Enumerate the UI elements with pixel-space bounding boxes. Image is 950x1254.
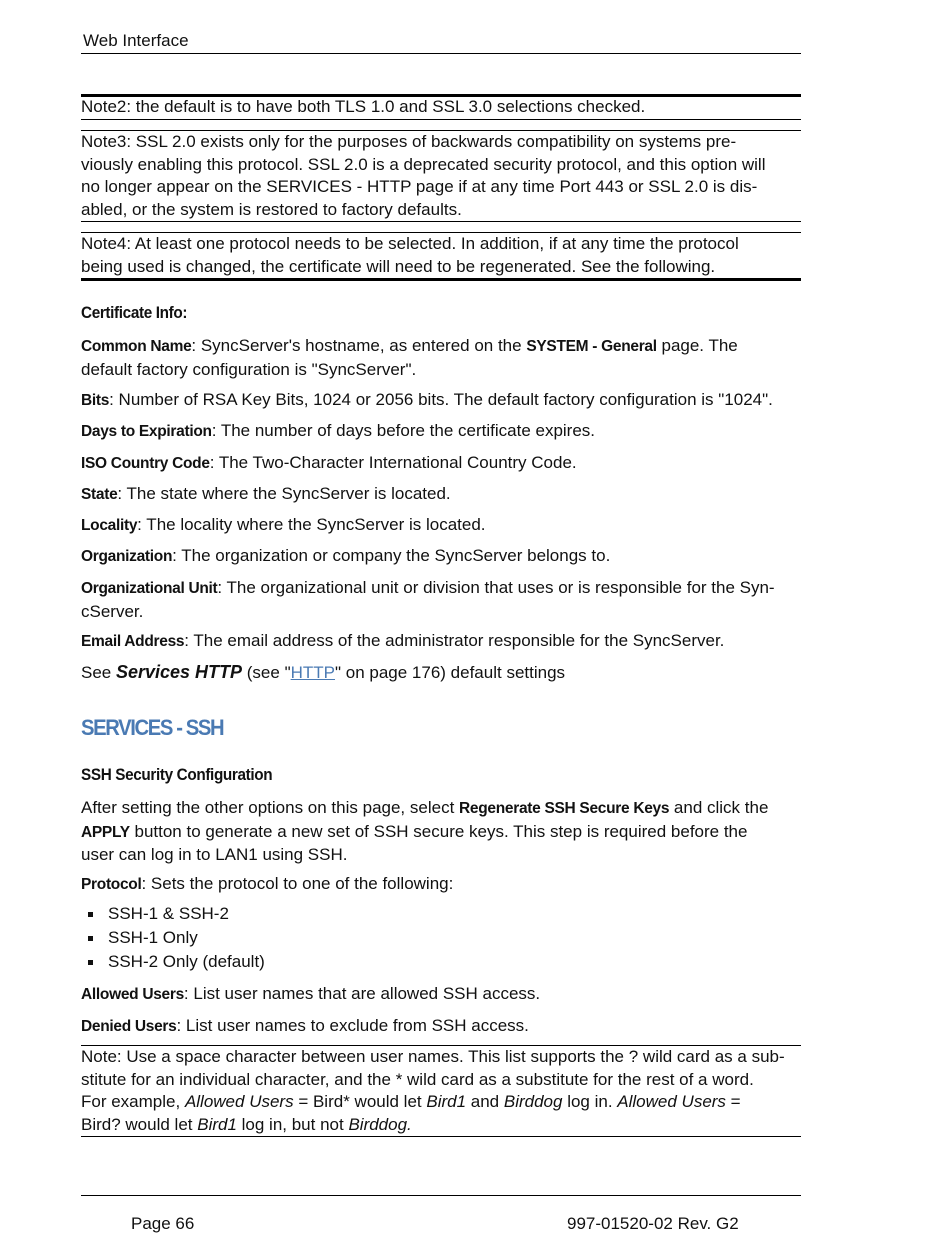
ssh-intro: After setting the other options on this page, select Regenerate SSH Secure Keys and click the APPLY button to generate a new set of SSH secure keys. This step is required before the user can log in to LAN1 using SSH.: [81, 798, 769, 864]
list-item: SSH-2 Only (default): [88, 950, 265, 974]
note4-line: Note4: At least one protocol needs to be selected. In addition, if at any time the protocol: [81, 234, 739, 253]
section-title: SERVICES - SSH: [81, 715, 224, 740]
note3-bottom-rule: [81, 221, 801, 222]
note3: [81, 131, 805, 221]
ssh-subheading: SSH Security Configuration: [81, 765, 273, 784]
list-item: SSH-1 Only: [88, 926, 265, 950]
state-desc: State: The state where the SyncServer is located.: [81, 484, 451, 503]
ssh-note: Note: Use a space character between user names. This list supports the ? wild card as a sub- stitute for an individual character, and the * wild card as a substitute for the rest of a word. For example, Allowed Users = Bird* would let Bird1 and Birddog log in. Allowed Users = Bird? would let Bird1 log in, but not Birddog.: [81, 1047, 785, 1134]
days-desc: Days to Expiration: The number of days before the certificate expires.: [81, 421, 596, 440]
note3-line: Note3: SSL 2.0 exists only for the purposes of backwards compatibility on systems pre-: [81, 132, 737, 151]
note3-line: no longer appear on the SERVICES - HTTP page if at any time Port 443 or SSL 2.0 is dis-: [81, 177, 758, 196]
certificate-info-heading: Certificate Info:: [81, 303, 188, 322]
organization-desc: Organization: The organization or company the SyncServer belongs to.: [81, 546, 611, 565]
protocol-desc: Protocol: Sets the protocol to one of the following:: [81, 874, 454, 893]
note4-bottom-rule: [81, 278, 801, 281]
page-number: Page 66: [131, 1214, 195, 1233]
page-ref: SYSTEM - General: [526, 338, 657, 355]
protocol-options-list: [88, 902, 265, 974]
note2-bottom-rule: [81, 119, 801, 120]
see-http: See Services HTTP (see "HTTP" on page 176) default settings: [81, 662, 566, 682]
note3-line: abled, or the system is restored to factory defaults.: [81, 199, 462, 219]
bits-desc: Bits: Number of RSA Key Bits, 1024 or 2056 bits. The default factory configuration is "1024".: [81, 390, 773, 409]
common-name-desc: Common Name: SyncServer's hostname, as entered on the SYSTEM - General page. The default factory configuration is "SyncServer".: [81, 336, 738, 379]
note4-line: being used is changed, the certificate will need to be regenerated. See the following.: [81, 256, 716, 276]
term: Common Name: [81, 338, 192, 355]
org-unit-desc: Organizational Unit: The organizational unit or division that uses or is responsible for the Syn- cServer.: [81, 578, 775, 621]
iso-desc: ISO Country Code: The Two-Character International Country Code.: [81, 453, 577, 472]
email-desc: Email Address: The email address of the administrator responsible for the SyncServer.: [81, 631, 725, 650]
header-rule: [81, 53, 801, 54]
running-header: Web Interface: [83, 31, 189, 50]
ssh-note-bottom-rule: [81, 1136, 801, 1137]
allowed-users-desc: Allowed Users: List user names that are allowed SSH access.: [81, 984, 541, 1003]
note2: Note2: the default is to have both TLS 1.0 and SSL 3.0 selections checked.: [81, 97, 646, 116]
list-item: SSH-1 & SSH-2: [88, 902, 265, 926]
note3-line: viously enabling this protocol. SSL 2.0 is a deprecated security protocol, and this option will: [81, 154, 766, 174]
locality-desc: Locality: The locality where the SyncServer is located.: [81, 515, 486, 534]
denied-users-desc: Denied Users: List user names to exclude from SSH access.: [81, 1016, 529, 1035]
note4: [81, 233, 805, 278]
footer-rule: [81, 1195, 801, 1196]
document-number: 997-01520-02 Rev. G2: [567, 1214, 739, 1233]
http-link[interactable]: HTTP: [290, 663, 335, 682]
